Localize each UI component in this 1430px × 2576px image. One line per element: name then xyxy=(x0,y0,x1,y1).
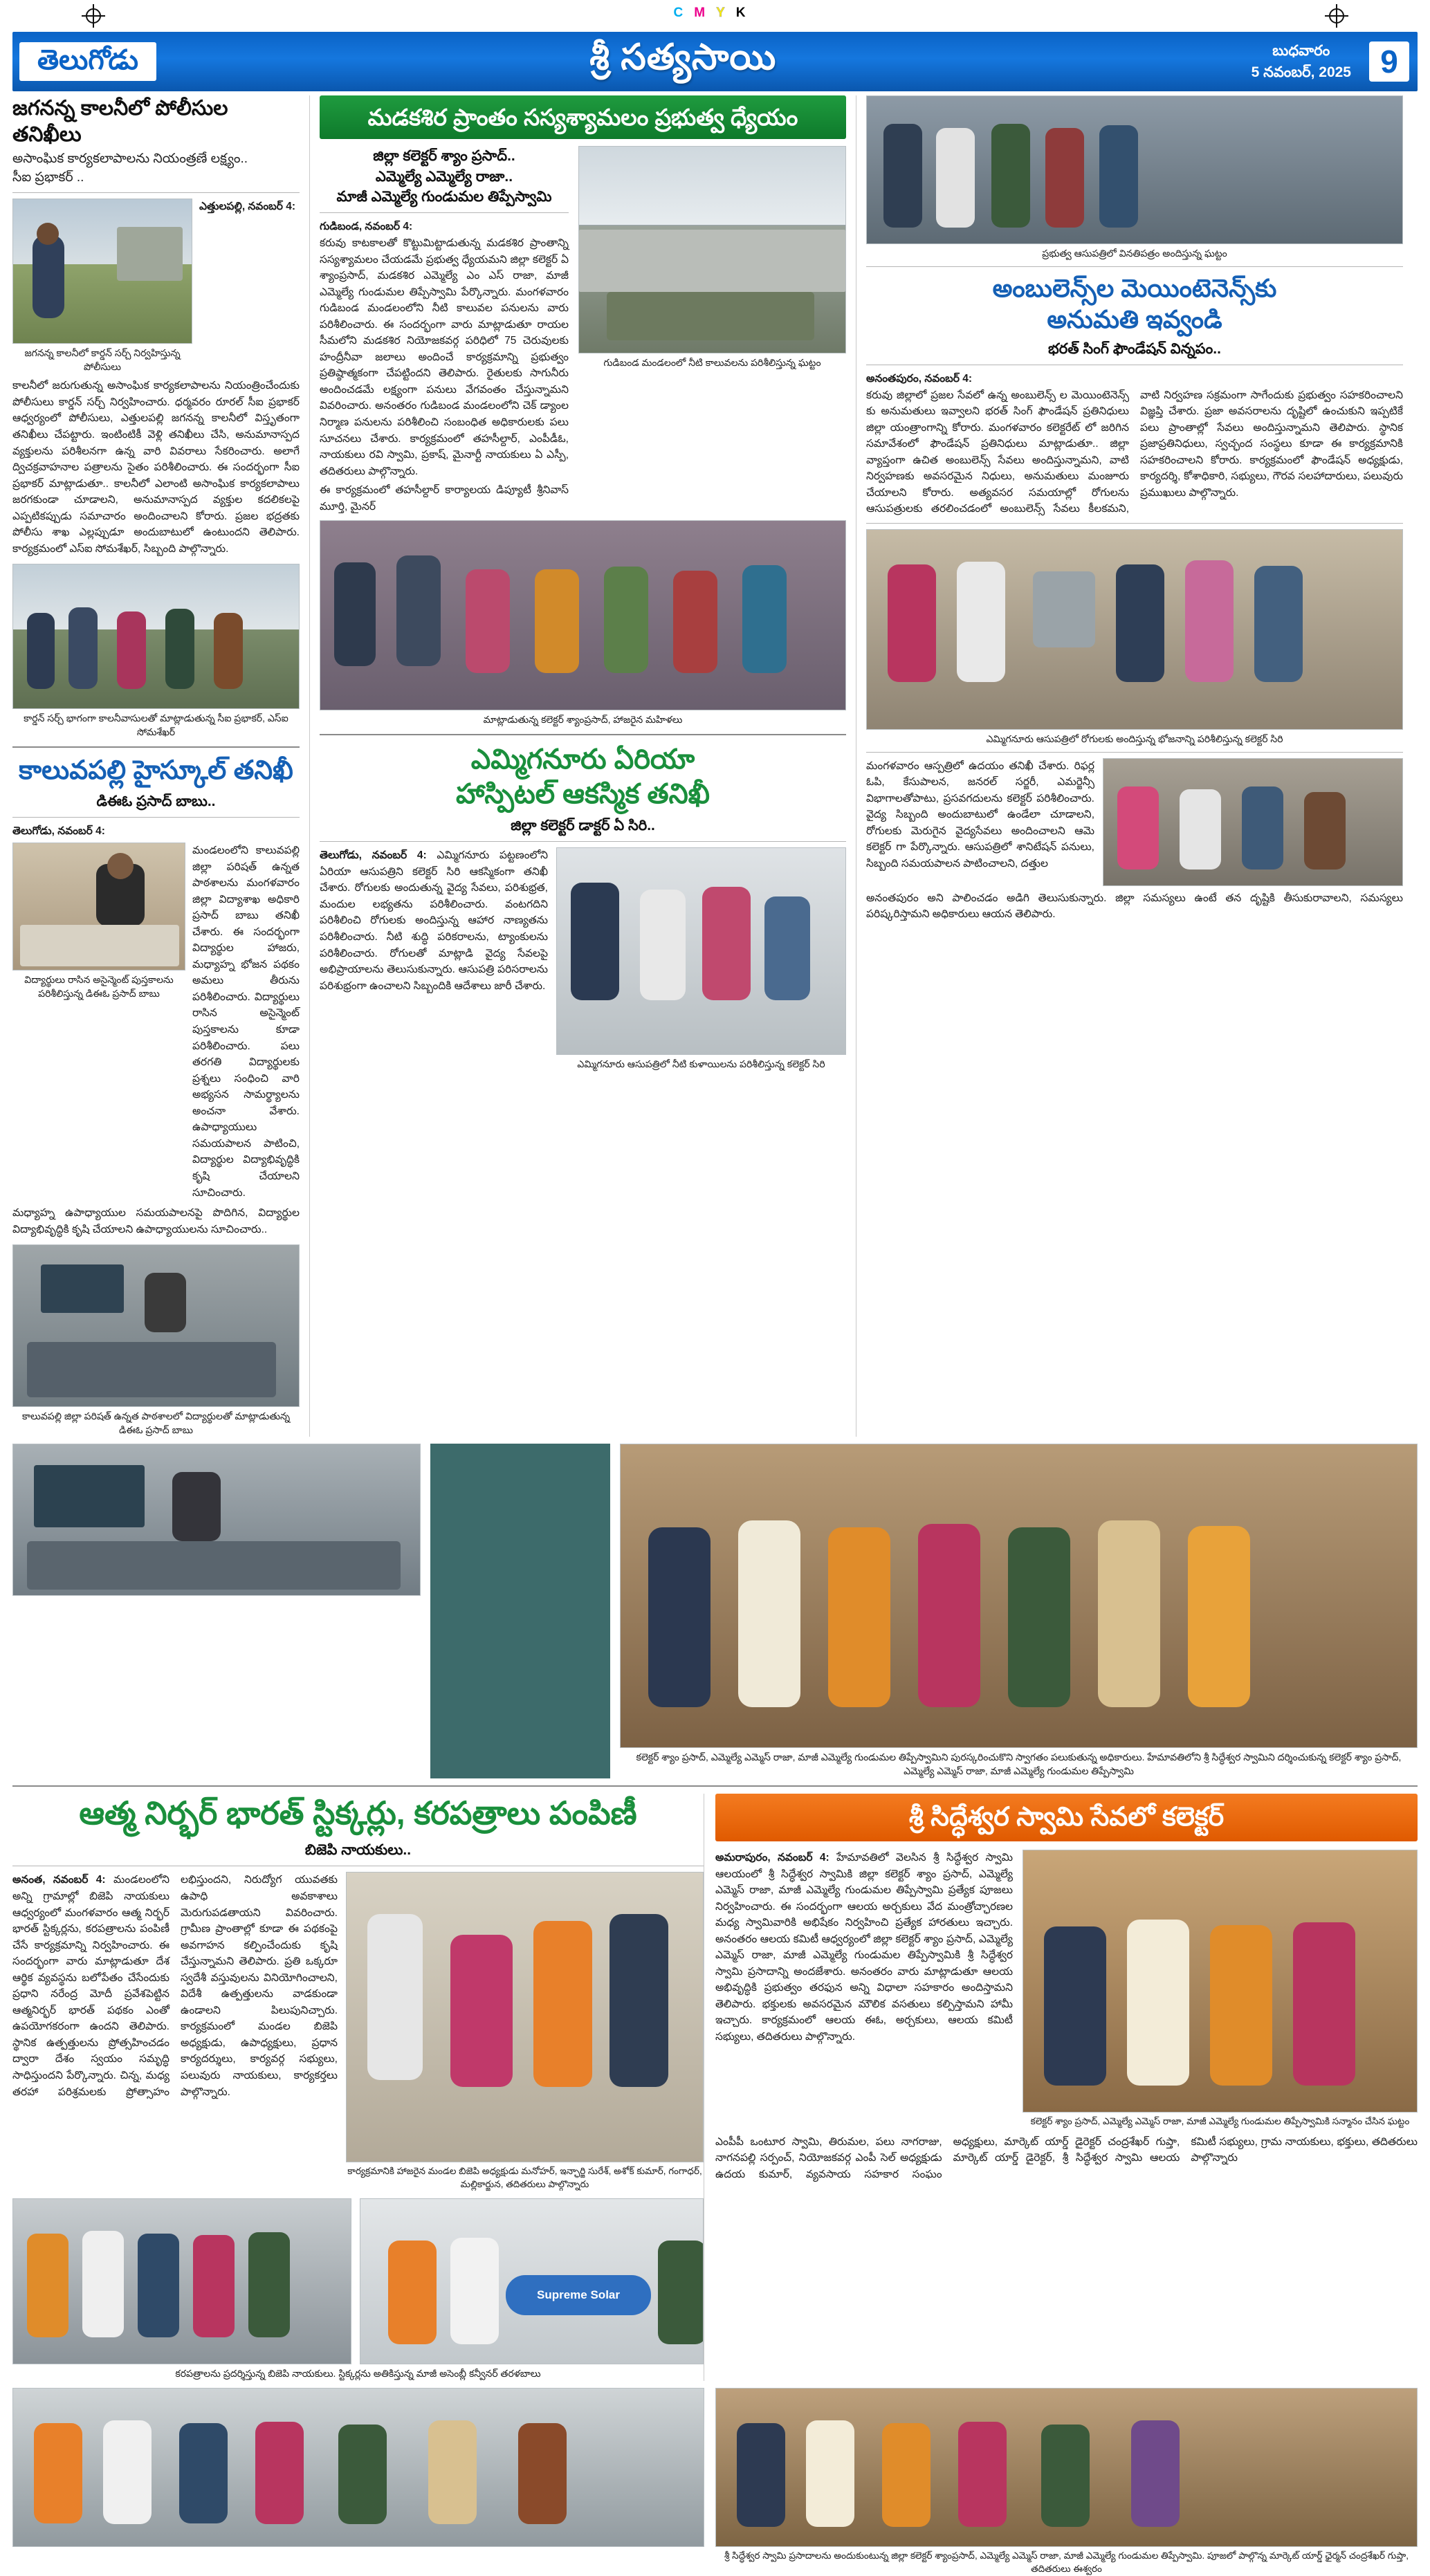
story1-body: కాలనీలో జరుగుతున్న అసాంఘిక కార్యకలాపాలను నియంత్రించేందుకు పోలీసులు కార్డన్ సర్చ్ నిర్వహించారు. ధర్మవరం రూరల్ సీఐ ప్రభాకర్ ఆధ్వర్యంలో పోలీసులు, ఎత్తులపల్లి జగనన్న కాలనీలో విస్తృతంగా తనిఖీలు చేపట్టారు. ఇంటింటికీ వెళ్లి తనిఖీలు చేసి, అనుమానాస్పద వ్యక్తులను పరిశీలనగా ఉన్న వారి వివరాలు సేకరించారు. అలాగే ద్విచక్రవాహనాల పత్రాలను సైతం పరిశీలించారు. ఈ సందర్భంగా సీఐ ప్రభాకర్ మాట్లాడుతూ.. కాలనీలో ఎలాంటి అసాంఘిక కార్యకలాపాలు జరగకుండా చూడాలని, అనుమానాస్పద వ్యక్తుల కదలికలపై ఎప్పటికప్పుడు సమాచారం అందించాలని కోరారు. ప్రజల భద్రతకు పోలీసు శాఖ ఎల్లప్పుడూ అందుబాటులో ఉంటుందని తెలిపారు. కార్యక్రమంలో ఎస్ఐ సోమశేఖర్, సిబ్బంది పాల్గొన్నారు. xyxy=(12,380,300,555)
registration-mark-left xyxy=(82,4,105,28)
siddheswara-body-col xyxy=(715,1850,1013,2128)
siddheswara-footer-text: ఎంపీపీ ఒంటూర స్వామి, తిరుమల, పలు నాగరాజు, నాగనపల్లి సర్పంచ్, నియోజకవర్గ ఎంపీ సెల్ అధ్యక్షుడు ఉదయ కుమార్, వ్యవసాయ సహకార సంఘం అధ్యక్షులు, మార్కెట్ యార్డ్ డైరెక్టర్ చంద్రశేఖర్ గుప్తా, మార్కెట్ యార్డ్ డైరెక్టర్, శ్రీ సిద్ధేశ్వర స్వామి ఆలయ కమిటీ సభ్యులు, గ్రామ నాయకులు, భక్తులు, తదితరులు పాల్గొన్నారు xyxy=(715,2135,1418,2180)
photo-caption-2: కార్డన్ సర్చ్ భాగంగా కాలనీవాసులతో మాట్లాడుతున్న సీఐ ప్రభాకర్, ఎస్ఐ సోమశేఖర్ xyxy=(24,712,288,737)
photo-caption-bridge: గుడిబండ మండలంలో నీటి కాలువలను పరిశీలిస్తున్న ఘట్టం xyxy=(603,357,821,369)
banner-siddheswara: శ్రీ సిద్ధేశ్వర స్వామి సేవలో కలెక్టర్ xyxy=(715,1794,1418,1842)
colc-story1-extra: అనంతపురం అని పాలించడం అడిగి తెలుసుకున్నారు. జిల్లా సమస్యలు ఉంటే తన దృష్టికి తీసుకురావాలని, సమస్యలు పరిష్కరిస్తామని అధికారులు ఆయన తెలిపారు. xyxy=(866,892,1403,921)
colc-story1-body: కరువు జిల్లాలో ప్రజల సేవలో ఉన్న అంబులెన్స్ ల మెయింటెనెన్స్ కు అనుమతులు ఇవ్వాలని భరత్ సింగ్ ఫౌండేషన్ ప్రతినిధులు జిల్లా యంత్రాంగాన్ని కోరారు. మంగళవారం కలెక్టరేట్ లో జరిగిన సమావేశంలో ఫౌండేషన్ ప్రతినిధులు మాట్లాడుతూ.. జిల్లా వ్యాప్తంగా ఉచిత అంబులెన్స్ సేవలు అందిస్తున్నామని, వాటి నిర్వహణకు అవసరమైన నిధులు, అనుమతులు మంజూరు చేయాలని కోరారు. అత్యవసర సమయాల్లో రోగులను ఆసుపత్రులకు తరలించడంలో అంబులెన్స్ సేవలు కీలకమని, వాటి నిర్వహణ సక్రమంగా సాగేందుకు ప్రభుత్వం సహకరించాలని విజ్ఞప్తి చేశారు. ప్రజా అవసరాలను దృష్టిలో ఉంచుకుని ఇప్పటికే పలు ప్రాంతాల్లో సేవలు అందిస్తున్నామని తెలిపారు. స్థానిక ప్రజాప్రతినిధులు, స్వచ్ఛంద సంస్థలు కూడా ఈ కార్యక్రమానికి సహకరించాలని కోరారు. కార్యక్రమంలో ఫౌండేషన్ అధ్యక్షుడు, కార్యదర్శి, కోశాధికారి, సభ్యులు, గౌరవ సలహాదారులు, పలువురు ప్రముఖులు పాల్గొన్నారు. xyxy=(866,389,1403,515)
photo-caption-kitchen: ఎమ్మిగనూరు ఆసుపత్రిలో రోగులకు అందిస్తున్న భోజనాన్ని పరిశీలిస్తున్న కలెక్టర్ సిరి xyxy=(986,733,1283,744)
col-b-story-footer: ఈ కార్యక్రమంలో తహసీల్దార్ కార్యాలయ డిప్యూటీ శ్రీనివాస్ మూర్తి, మైనర్ xyxy=(320,484,569,513)
teal-filler-block xyxy=(430,1444,610,1778)
photo-bjp-wide xyxy=(12,2388,704,2547)
bjp-body: మండలంలోని అన్ని గ్రామాల్లో బిజెపి నాయకులు ఆధ్వర్యంలో మంగళవారం ఆత్మ నిర్భర్ భారత్ స్టిక్కర్లను, కరపత్రాలను పంపిణీ చేసే కార్యక్రమాన్ని నిర్వహించారు. ఈ సందర్భంగా వారు మాట్లాడుతూ దేశ ఆర్థిక వ్యవస్థను బలోపేతం చేసేందుకు ప్రధాని నరేంద్ర మోదీ ప్రవేశపెట్టిన ఆత్మనిర్భర్ భారత్ పథకం ఎంతో ఉపయోగకరంగా ఉందని తెలిపారు. స్థానిక ఉత్పత్తులను ప్రోత్సహించడం ద్వారా దేశం స్వయం సమృద్ధి సాధిస్తుందని పేర్కొన్నారు. చిన్న, మధ్య తరహా పరిశ్రమలకు ప్రోత్సాహం లభిస్తుందని, నిరుద్యోగ యువతకు ఉపాధి అవకాశాలు మెరుగుపడతాయని వివరించారు. గ్రామీణ ప్రాంతాల్లో కూడా ఈ పథకంపై అవగాహన కల్పించేందుకు కృషి చేస్తున్నామని తెలిపారు. ప్రతి ఒక్కరూ స్వదేశీ వస్తువులను వినియోగించాలని, విదేశీ ఉత్పత్తులను వాడకుండా ఉండాలని పిలుపునిచ్చారు. కార్యక్రమంలో మండల బిజెపి అధ్యక్షుడు, ఉపాధ్యక్షులు, ప్రధాన కార్యదర్శులు, కార్యవర్గ సభ్యులు, పలువురు నాయకులు, కార్యకర్తలు పాల్గొన్నారు. xyxy=(12,1874,338,2098)
photo-collector-meeting xyxy=(320,520,846,710)
photo-caption-honour: కలెక్టర్ శ్యాం ప్రసాద్, ఎమ్మెల్యే ఎమ్మెస్ రాజా, మాజీ ఎమ్మెల్యే గుండుమల తిప్పేస్వామికి సన్మానం చేసిన ఘట్టం xyxy=(1030,2116,1410,2127)
story2-dateline: తెలుగోడు, నవంబర్ 4: xyxy=(12,825,105,838)
siddheswara-dateline: అమరాపురం, నవంబర్ 4: xyxy=(715,1852,829,1864)
bottom-left-story xyxy=(12,1794,704,2381)
siddheswara-body: హేమావతిలో వెలసిన శ్రీ సిద్ధేశ్వర స్వామి ఆలయంలో శ్రీ సిద్ధేశ్వర స్వామికి జిల్లా కలెక్టర్ శ్యాం ప్రసాద్, ఎమ్మెల్యే ఎమ్మెస్ రాజా, మాజీ ఎమ్మెల్యే గుండుమల తిప్పేస్వామి ప్రత్యేక పూజలు నిర్వహించారు. ఈ సందర్భంగా ఆలయ అర్చకులు వేద మంత్రోచ్ఛారణల మధ్య స్వామివారికి అభిషేకం నిర్వహించి ప్రత్యేక హారతులు ఇచ్చారు. అనంతరం ఆలయ కమిటీ ఆధ్వర్యంలో జిల్లా కలెక్టర్ శ్యాం ప్రసాద్, ఎమ్మెల్యే ఎమ్మెస్ రాజా, మాజీ ఎమ్మెల్యే గుండుమల తిప్పేస్వామికి శ్రీ సిద్ధేశ్వర స్వామి ప్రసాదాన్ని అందజేశారు. అనంతరం వారు మాట్లాడుతూ ఆలయ అభివృద్ధికి ప్రభుత్వం తరఫున అన్ని విధాలా సహకారం అందిస్తామని తెలిపారు. భక్తులకు అవసరమైన మౌలిక వసతులు కల్పిస్తామని హామీ ఇచ్చారు. కార్యక్రమంలో ఆలయ ఈఓ, అర్చకులు, ఆలయ కమిటీ సభ్యులు, తదితరులు పాల్గొన్నారు. xyxy=(715,1852,1013,2043)
photo-kitchen-inspection xyxy=(866,529,1403,730)
bottom-right-story xyxy=(715,1794,1418,2381)
bjp-dateline: అనంత, నవంబర్ 4: xyxy=(12,1874,106,1886)
photo-caption-hospital: ఎమ్మిగనూరు ఆసుపత్రిలో నీటి కుళాయిలను పరిశీలిస్తున్న కలెక్టర్ సిరి xyxy=(577,1058,825,1070)
bjp-headline: ఆత్మ నిర్భర్ భారత్ స్టిక్కర్లు, కరపత్రాలు పంపిణీ xyxy=(79,1794,637,1831)
colc-story1-headline2: అనుమతి ఇవ్వండి xyxy=(1047,304,1222,333)
registration-mark-right xyxy=(1325,4,1348,28)
photo-school-classroom xyxy=(12,1244,300,1407)
logo-text: తెలుగోడు xyxy=(37,45,138,75)
photo-caption-award: ప్రభుత్వ ఆసుపత్రిలో వినతిపత్రం అందిస్తున్న ఘట్టం xyxy=(1042,248,1227,259)
story1-sub1: అసాంఘిక కార్యకలాపాలను నియంత్రణే లక్ష్యం.. xyxy=(12,151,248,166)
bottom-section xyxy=(12,1794,1418,2381)
photo-patients xyxy=(1103,758,1403,886)
story3-body-col xyxy=(320,847,548,1071)
photo-hospital-water xyxy=(556,847,846,1055)
bjp-sub: బిజెపి నాయకులు.. xyxy=(304,1842,412,1859)
photo-caption-sticker: కార్యక్రమానికి హాజరైన మండల బిజెపి అధ్యక్షుడు మనోహర్, ఇన్ఛార్జి సురేశ్, అశోక్ కుమార్, గంగాధర్, మల్లికార్జున, తదితరులు పాల్గొన్నారు xyxy=(347,2166,702,2190)
photo-caption-temple-group: కలెక్టర్ శ్యాం ప్రసాద్, ఎమ్మెల్యే ఎమ్మెస్ రాజా, మాజీ ఎమ్మెల్యే గుండుమల తిప్పేస్వామిని పురస్కరించుకొని స్వాగతం పలుకుతున్న అధికారులు. హేమావతిలోని శ్రీ సిద్ధేశ్వర స్వామిని దర్శించుకున్న కలెక్టర్ శ్యాం ప్రసాద్, ఎమ్మెల్యే ఎమ్మెస్ రాజా, మాజీ ఎమ్మెల్యే గుండుమల తిప్పేస్వామి xyxy=(636,1751,1402,1776)
masthead-day: బుధవారం xyxy=(1272,42,1330,59)
column-left xyxy=(12,95,310,1437)
story2-headline: కాలువపల్లి హైస్కూల్ తనిఖీ xyxy=(19,755,293,785)
col-b-dateline: గుడిబండ, నవంబర్ 4: xyxy=(320,221,413,233)
column-right xyxy=(856,95,1403,1437)
bjp-body-wrap xyxy=(12,1872,338,2191)
story3-headline1: ఎమ్మిగనూరు ఏరియా xyxy=(470,744,695,775)
colc-small-story: మంగళవారం ఆస్పత్రిలో ఉదయం తనిఖీ చేశారు. రిఫర్ల ఓపి, కేసుపాలన, జనరల్ సర్జరీ, ఎమర్జెన్సీ విభాగాలతోపాటు, ప్రసవగదులను కలెక్టర్ పరిశీలించారు. వైద్య సిబ్బంది అందుబాటులో ఉండేలా చూడాలని, రోగులకు మెరుగైన వైద్యసేవలు అందించాలని ఆమె కలెక్టర్ గా పేర్కొన్నారు. ఆసుపత్రిలో శానిటేషన్ పనులు, సిబ్బంది సమయపాలన పాటించాలని, దత్తుల xyxy=(866,760,1094,870)
column-center xyxy=(310,95,856,1437)
photo-temple-visit xyxy=(620,1444,1418,1748)
photo-deo-inspection xyxy=(12,843,185,970)
story2-dateline-wrap xyxy=(12,823,300,840)
photo-supreme-solar: Supreme Solar xyxy=(360,2198,704,2364)
photo-caption-3: విద్యార్థులు రాసిన అసైన్మెంట్ పుస్తకాలను పరిశీలిస్తున్న డిఈఓ ప్రసాద్ బాబు xyxy=(24,974,174,999)
photo-cordon-search xyxy=(12,564,300,709)
col-b-story-body: కరువు కాటకాలతో కొట్టుమిట్టాడుతున్న మడకశిర ప్రాంతాన్ని సస్యశ్యామలం చేయడమే ప్రభుత్వ ధ్యేయమని జిల్లా కలెక్టర్ ఏ శ్యాంప్రసాద్, మడకశిర ఎమ్మెల్యే ఎం ఎస్ రాజా, మాజీ ఎమ్మెల్యే గుండుమల తిప్పేస్వామి పేర్కొన్నారు. మంగళవారం గుడిబండ మండలంలోని నీటి కాలువల పనులను వారు పరిశీలించారు. ఈ సందర్భంగా వారు మాట్లాడుతూ రాయల సీమలోని మడకశిర నియోజకవర్గ పరిధిలో 75 చెరువులకు హంద్రీనీవా జలాలు అందించే కార్యక్రమాన్ని ప్రభుత్వం ప్రతిష్ఠాత్మకంగా చేపట్టిందని తెలిపారు. రైతులకు సాగునీరు అందించడమే లక్ష్యంగా పనులు వేగవంతం చేస్తున్నామని వివరించారు. అనంతరం గుడిబండ మండలంలోని చెక్ డ్యాంల నిర్మాణ పనులను పరిశీలించి సంబంధిత అధికారులకు పలు సూచనలు చేశారు. కార్యక్రమంలో తహసీల్దార్, ఎంపీడీఓ, నాయకులు రవి స్వామి, ప్రకాష్, మైనార్టీ నాయకులు ఏ ఎస్పీ, తదితరులు పాల్గొన్నారు. xyxy=(320,237,569,477)
colc-story1-sub: భరత్ సింగ్ ఫౌండేషన్ విన్నపం.. xyxy=(1048,340,1221,357)
masthead-date xyxy=(1252,40,1351,84)
col-b-kicker2: ఎమ్మెల్యే ఎమ్మెల్యే రాజా.. xyxy=(375,168,513,185)
story1-headline: జగనన్న కాలనీలో పోలీసుల తనిఖీలు xyxy=(12,97,228,146)
masthead-date-value: 5 నవంబర్, 2025 xyxy=(1251,64,1351,80)
mid-section xyxy=(12,1444,1418,1778)
story3-dateline: తెలుగోడు, నవంబర్ 4: xyxy=(320,849,427,862)
page-title: శ్రీ సత్యసాయి xyxy=(589,37,777,77)
colc-story1-lead xyxy=(866,371,1403,387)
photo-caption-bjp-bottom: కరపత్రాలను ప్రదర్శిస్తున్న బిజెపి నాయకులు. స్టిక్కర్లను అతికిస్తున్న మాజీ అసెంబ్లీ కన్వీనర్ తరళబాలు xyxy=(175,2368,541,2380)
photo-caption-1: జగనన్న కాలనీలో కార్డన్ సర్చ్ నిర్వహిస్తున్న పోలీసులు xyxy=(24,347,181,372)
cmyk-strip: CMYK xyxy=(673,6,757,20)
page-number: 9 xyxy=(1369,42,1409,82)
col-b-kicker1: జిల్లా కలెక్టర్ శ్యాం ప్రసాద్.. xyxy=(373,148,515,165)
story2-note: మధ్యాహ్న ఉపాధ్యాయుల సమయపాలనపై పొదిగిన, విద్యార్థుల విద్యాభివృద్ధికి కృషి చేయాలని ఉపాధ్యాయులను సూచించారు.. xyxy=(12,1207,300,1235)
photo-meeting-hall xyxy=(12,1444,421,1596)
photo-bjp-group-1 xyxy=(12,2198,351,2364)
photo-prasadam-distribution xyxy=(715,2388,1418,2547)
photo-caption-prasadam: శ్రీ సిద్ధేశ్వర స్వామి ప్రసాదాలను అందుకుంటున్న జిల్లా కలెక్టర్ శ్యాంప్రసాద్, ఎమ్మెల్యే ఎమ్మెస్ రాజా, మాజీ ఎమ్మెల్యే గుండుమల తిప్పేస్వామి. పూజలో పాల్గొన్న మార్కెట్ యార్డ్ ఛైర్మన్ చంద్రశేఖర్ గుప్తా, తదితరులు ఈశ్వరం xyxy=(724,2550,1409,2574)
photo-caption-collector: మాట్లాడుతున్న కలెక్టర్ శ్యాంప్రసాద్, హాజరైన మహిళలు xyxy=(483,714,683,726)
story2-sub: డిఈఓ ప్రసాద్ బాబు.. xyxy=(96,793,216,810)
photo-canal-bridge xyxy=(578,146,846,353)
col-b-story-lead xyxy=(320,219,569,235)
main-content xyxy=(12,95,1418,1437)
story1-sub2: సీఐ ప్రభాకర్ .. xyxy=(12,169,84,185)
photo-caption-4: కాలువపల్లి జిల్లా పరిషత్ ఉన్నత పాఠశాలలో విద్యార్థులతో మాట్లాడుతున్న డిఈఓ ప్రసాద్ బాబు xyxy=(21,1410,291,1435)
colc-story1-dateline: అనంతపురం, నవంబర్ 4: xyxy=(866,372,972,385)
story3-headline2: హాస్పిటల్ ఆకస్మిక తనిఖీ xyxy=(455,778,711,809)
photo-police-colony xyxy=(12,199,192,344)
story1-body-top xyxy=(199,199,300,374)
banner-madakasira: మడకశిర ప్రాంతం సస్యశ్యామలం ప్రభుత్వ ధ్యేయం xyxy=(320,95,846,139)
story3-sub: జిల్లా కలెక్టర్ డాక్టర్ ఏ సిరి.. xyxy=(511,817,655,834)
story2-body: మండలంలోని కాలువపల్లి జిల్లా పరిషత్ ఉన్నత పాఠశాలను మంగళవారం జిల్లా విద్యాశాఖ అధికారి ప్రసాద్ బాబు తనిఖీ చేశారు. ఈ సందర్భంగా విద్యార్థుల హాజరు, మధ్యాహ్న భోజన పథకం అమలు తీరును పరిశీలించారు. విద్యార్థులు రాసిన అసైన్మెంట్ పుస్తకాలను కూడా పరిశీలించారు. పలు తరగతి విద్యార్థులకు ప్రశ్నలు సంధించి వారి అభ్యసన సామర్థ్యాలను అంచనా వేశారు. ఉపాధ్యాయులు సమయపాలన పాటించి, విద్యార్థుల విద్యాభివృద్ధికి కృషి చేయాలని సూచించారు. xyxy=(192,845,300,1199)
masthead xyxy=(12,32,1418,91)
bottom-wide-photo-block xyxy=(12,2388,1418,2576)
photo-temple-honour xyxy=(1023,1850,1418,2113)
photo-award-ceremony xyxy=(866,95,1403,244)
photo-sticker-distribution xyxy=(346,1872,704,2162)
registration-bar xyxy=(12,0,1418,32)
story1-dateline: ఎత్తులపల్లి, నవంబర్ 4: xyxy=(199,201,296,213)
col-b-kicker3: మాజీ ఎమ్మెల్యే గుండుమల తిప్పేస్వామి xyxy=(336,189,552,205)
colc-story1-headline1: అంబులెన్స్‌ల మెయింటెనెన్స్‌కు xyxy=(992,273,1277,302)
story3-body: ఎమ్మిగనూరు పట్టణంలోని ఏరియా ఆసుపత్రిని కలెక్టర్ సిరి ఆకస్మికంగా తనిఖీ చేశారు. రోగులకు అందుతున్న వైద్య సేవలు, పరిశుభ్రత, మందుల లభ్యతను పరిశీలించారు. వంటగదిని పరిశీలించి రోగులకు అందిస్తున్న ఆహార నాణ్యతను పరిశీలించారు. నీటి శుద్ధి పరికరాలను, ట్యాంకులను పరిశీలించారు. రోగులతో మాట్లాడి వైద్య సేవలపై అభిప్రాయాలను తెలుసుకున్నారు. ఆసుపత్రి పరిసరాలను పరిశుభ్రంగా ఉంచాలని సిబ్బందికి ఆదేశాలు జారీ చేశారు. xyxy=(320,849,548,992)
